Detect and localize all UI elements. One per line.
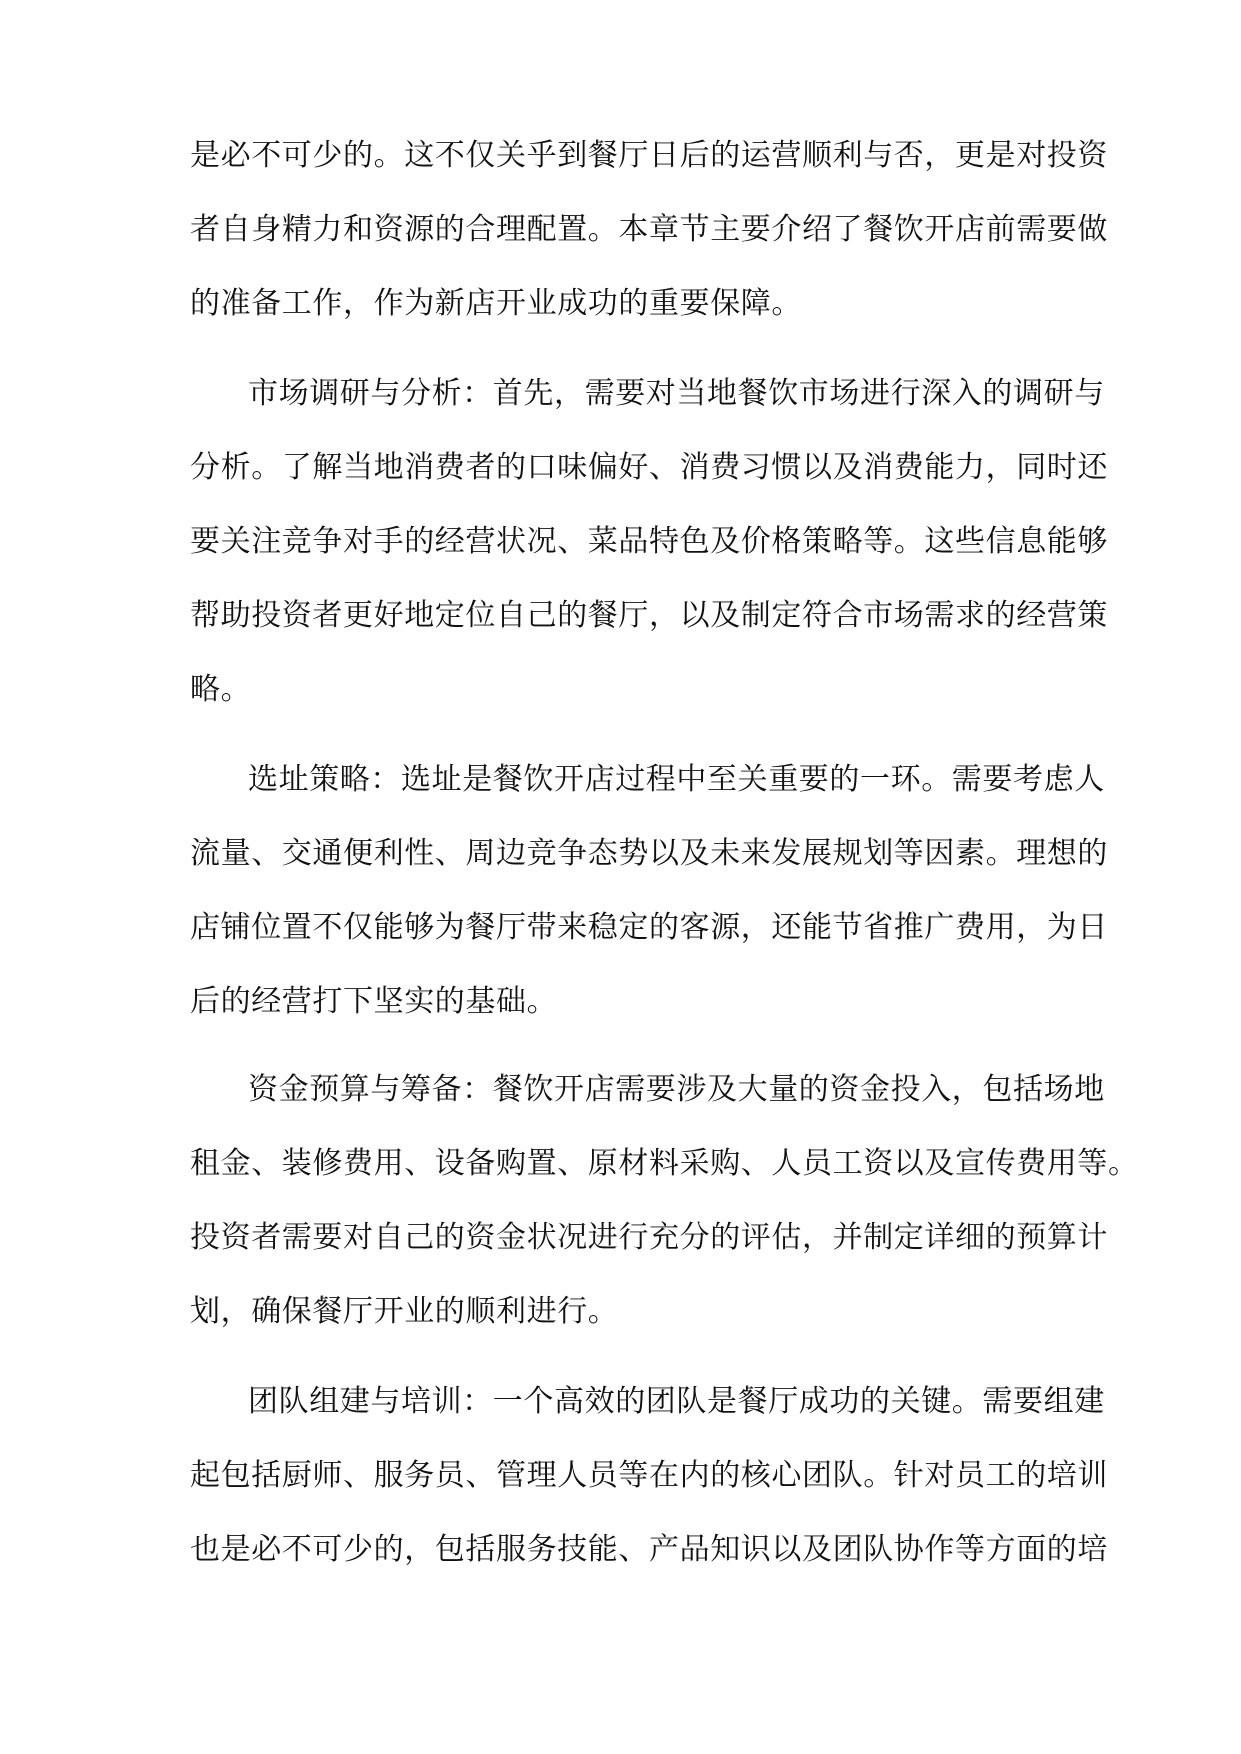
text-line: 要关注竞争对手的经营状况、菜品特色及价格策略等。这些信息能够 [190, 524, 1108, 559]
text-line: 者自身精力和资源的合理配置。本章节主要介绍了餐饮开店前需要做 [190, 212, 1108, 247]
paragraph-start-market-research: 市场调研与分析：首先，需要对当地餐饮市场进行深入的调研与 [248, 376, 1105, 411]
text-line: 租金、装修费用、设备购置、原材料采购、人员工资以及宣传费用等。 [190, 1146, 1139, 1181]
paragraph-start-site-selection: 选址策略：选址是餐饮开店过程中至关重要的一环。需要考虑人 [248, 762, 1105, 797]
text-line: 帮助投资者更好地定位自己的餐厅，以及制定符合市场需求的经营策 [190, 598, 1108, 633]
text-line: 也是必不可少的，包括服务技能、产品知识以及团队协作等方面的培 [190, 1532, 1108, 1567]
text-line: 投资者需要对自己的资金状况进行充分的评估，并制定详细的预算计 [190, 1220, 1108, 1255]
paragraph-start-budget: 资金预算与筹备：餐饮开店需要涉及大量的资金投入，包括场地 [248, 1072, 1105, 1107]
paragraph-start-team: 团队组建与培训：一个高效的团队是餐厅成功的关键。需要组建 [248, 1384, 1105, 1419]
text-line: 流量、交通便利性、周边竞争态势以及未来发展规划等因素。理想的 [190, 836, 1108, 871]
text-line: 划，确保餐厅开业的顺利进行。 [190, 1294, 619, 1329]
text-line: 店铺位置不仅能够为餐厅带来稳定的客源，还能节省推广费用，为日 [190, 910, 1108, 945]
text-line: 分析。了解当地消费者的口味偏好、消费习惯以及消费能力，同时还 [190, 450, 1108, 485]
text-line: 是必不可少的。这不仅关乎到餐厅日后的运营顺利与否，更是对投资 [190, 138, 1108, 173]
text-line: 的准备工作，作为新店开业成功的重要保障。 [190, 286, 802, 321]
text-line: 后的经营打下坚实的基础。 [190, 984, 558, 1019]
text-line: 起包括厨师、服务员、管理人员等在内的核心团队。针对员工的培训 [190, 1458, 1108, 1493]
text-line: 略。 [190, 672, 252, 707]
